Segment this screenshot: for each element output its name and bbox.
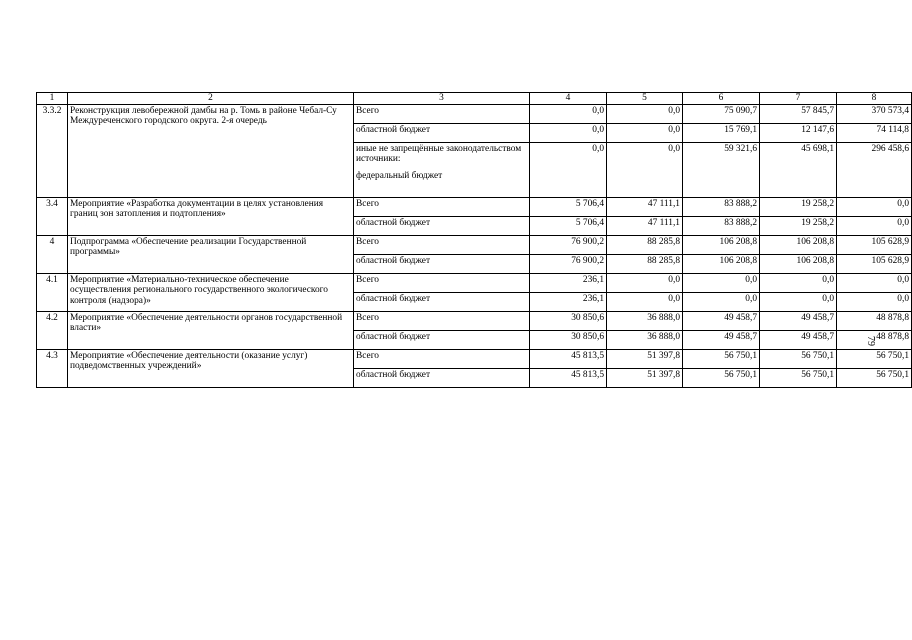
- value-cell: 0,0: [607, 142, 683, 197]
- value-cell: 74 114,8: [837, 123, 912, 142]
- value-cell: 0,0: [683, 273, 760, 292]
- value-cell: 51 397,8: [607, 349, 683, 368]
- page-number: 79: [865, 336, 876, 346]
- value-cell: 370 573,4: [837, 104, 912, 123]
- column-header: 7: [760, 93, 837, 105]
- value-cell: 49 458,7: [683, 330, 760, 349]
- value-cell: 106 208,8: [683, 254, 760, 273]
- column-header: 3: [354, 93, 530, 105]
- value-cell: 5 706,4: [530, 216, 607, 235]
- row-code: 4.2: [37, 311, 68, 349]
- value-cell: 0,0: [837, 197, 912, 216]
- measure-name: Мероприятие «Обеспечение деятельности (оказание услуг) подведомственных учреждений»: [68, 349, 354, 387]
- value-cell: 236,1: [530, 273, 607, 292]
- funding-source: областной бюджет: [354, 368, 530, 387]
- column-header: 2: [68, 93, 354, 105]
- funding-source: Всего: [354, 104, 530, 123]
- value-cell: 5 706,4: [530, 197, 607, 216]
- value-cell: 106 208,8: [760, 254, 837, 273]
- value-cell: 106 208,8: [760, 235, 837, 254]
- value-cell: 236,1: [530, 292, 607, 311]
- funding-source: областной бюджет: [354, 123, 530, 142]
- value-cell: 30 850,6: [530, 330, 607, 349]
- value-cell: 45 813,5: [530, 368, 607, 387]
- funding-source: областной бюджет: [354, 254, 530, 273]
- value-cell: 51 397,8: [607, 368, 683, 387]
- value-cell: 105 628,9: [837, 235, 912, 254]
- value-cell: 30 850,6: [530, 311, 607, 330]
- row-code: 4: [37, 235, 68, 273]
- measure-name: Мероприятие «Обеспечение деятельности органов государственной власти»: [68, 311, 354, 349]
- table-row: [37, 311, 912, 330]
- value-cell: 0,0: [760, 273, 837, 292]
- measure-name: Мероприятие «Разработка документации в целях установления границ зон затопления и подтопления»: [68, 197, 354, 235]
- value-cell: 49 458,7: [683, 311, 760, 330]
- value-cell: 105 628,9: [837, 254, 912, 273]
- value-cell: 0,0: [530, 104, 607, 123]
- funding-source: областной бюджет: [354, 292, 530, 311]
- value-cell: 36 888,0: [607, 330, 683, 349]
- table-row: [37, 273, 912, 292]
- funding-source-cell: [354, 142, 530, 197]
- funding-source-note: иные не запрещённые законодательством источники:: [356, 143, 522, 165]
- funding-source: областной бюджет: [354, 330, 530, 349]
- value-cell: 0,0: [683, 292, 760, 311]
- value-cell: 49 458,7: [760, 311, 837, 330]
- value-cell: 57 845,7: [760, 104, 837, 123]
- row-code: 4.1: [37, 273, 68, 311]
- value-cell: 0,0: [607, 292, 683, 311]
- value-cell: 0,0: [837, 273, 912, 292]
- funding-source: Всего: [354, 197, 530, 216]
- value-cell: 0,0: [530, 142, 607, 197]
- value-cell: 0,0: [607, 104, 683, 123]
- row-code: 3.3.2: [37, 104, 68, 197]
- row-code: 4.3: [37, 349, 68, 387]
- value-cell: 56 750,1: [837, 368, 912, 387]
- table-row: [37, 235, 912, 254]
- value-cell: 48 878,8: [837, 311, 912, 330]
- value-cell: 56 750,1: [760, 349, 837, 368]
- column-header: 6: [683, 93, 760, 105]
- value-cell: 76 900,2: [530, 235, 607, 254]
- value-cell: 56 750,1: [837, 349, 912, 368]
- funding-source: Всего: [354, 311, 530, 330]
- funding-source: Всего: [354, 273, 530, 292]
- value-cell: 48 878,8: [837, 330, 912, 349]
- column-header: 8: [837, 93, 912, 105]
- value-cell: 15 769,1: [683, 123, 760, 142]
- value-cell: 296 458,6: [837, 142, 912, 197]
- value-cell: 0,0: [607, 273, 683, 292]
- funding-source: федеральный бюджет: [356, 170, 443, 181]
- funding-source: областной бюджет: [354, 216, 530, 235]
- table-row: [37, 104, 912, 123]
- value-cell: 49 458,7: [760, 330, 837, 349]
- value-cell: 88 285,8: [607, 254, 683, 273]
- funding-source: Всего: [354, 235, 530, 254]
- value-cell: 0,0: [530, 123, 607, 142]
- value-cell: 0,0: [837, 292, 912, 311]
- value-cell: 59 321,6: [683, 142, 760, 197]
- value-cell: 0,0: [760, 292, 837, 311]
- value-cell: 45 698,1: [760, 142, 837, 197]
- value-cell: 83 888,2: [683, 216, 760, 235]
- value-cell: 12 147,6: [760, 123, 837, 142]
- value-cell: 36 888,0: [607, 311, 683, 330]
- value-cell: 106 208,8: [683, 235, 760, 254]
- value-cell: 56 750,1: [683, 368, 760, 387]
- value-cell: 19 258,2: [760, 197, 837, 216]
- measure-name: Подпрограмма «Обеспечение реализации Государственной программы»: [68, 235, 354, 273]
- value-cell: 76 900,2: [530, 254, 607, 273]
- column-numbers-row: [37, 93, 912, 105]
- value-cell: 56 750,1: [760, 368, 837, 387]
- column-header: 4: [530, 93, 607, 105]
- value-cell: 83 888,2: [683, 197, 760, 216]
- value-cell: 56 750,1: [683, 349, 760, 368]
- funding-source: Всего: [354, 349, 530, 368]
- row-code: 3.4: [37, 197, 68, 235]
- budget-table: [36, 92, 912, 388]
- measure-name: Мероприятие «Материально-техническое обеспечение осуществления регионального государственного экологического контроля (надзора)»: [68, 273, 354, 311]
- value-cell: 19 258,2: [760, 216, 837, 235]
- measure-name: Реконструкция левобережной дамбы на р. Томь в районе Чебал-Су Междуреченского городского округа. 2-я очередь: [68, 104, 354, 197]
- column-header: 1: [37, 93, 68, 105]
- value-cell: 0,0: [837, 216, 912, 235]
- value-cell: 75 090,7: [683, 104, 760, 123]
- value-cell: 47 111,1: [607, 216, 683, 235]
- value-cell: 47 111,1: [607, 197, 683, 216]
- value-cell: 0,0: [607, 123, 683, 142]
- value-cell: 45 813,5: [530, 349, 607, 368]
- table-row: [37, 197, 912, 216]
- value-cell: 88 285,8: [607, 235, 683, 254]
- table-row: [37, 349, 912, 368]
- column-header: 5: [607, 93, 683, 105]
